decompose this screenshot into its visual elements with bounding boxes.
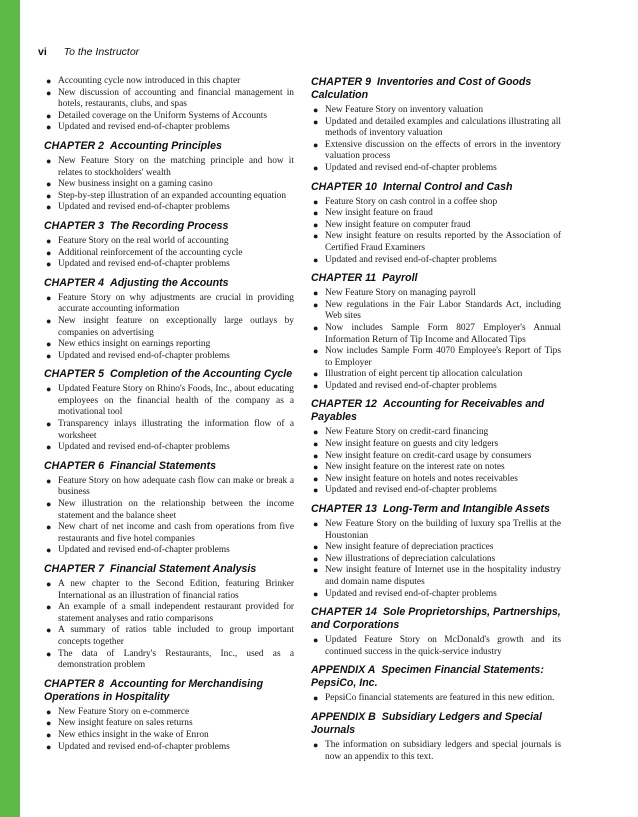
- list-item-text: New insight feature on fraud: [325, 208, 433, 219]
- running-head: To the Instructor: [63, 46, 140, 58]
- bullet-icon: ●: [313, 439, 319, 450]
- list-item: [44, 191, 294, 203]
- bullet-icon: ●: [313, 565, 319, 576]
- list-item: [311, 474, 561, 486]
- bullet-list: [44, 293, 294, 363]
- list-item: [44, 499, 294, 522]
- chapter-number: APPENDIX B: [311, 710, 376, 723]
- bullet-icon: ●: [46, 384, 52, 395]
- list-item: [311, 346, 561, 369]
- chapter-title: Accounting for Merchandising: [110, 677, 264, 690]
- list-item: [311, 323, 561, 346]
- bullet-icon: ●: [313, 473, 319, 484]
- bullet-list: [44, 156, 294, 214]
- list-item: [44, 522, 294, 545]
- list-item-text: Updated and revised end-of-chapter problems: [325, 380, 497, 391]
- chapter-heading: [44, 277, 294, 290]
- bullet-list: [44, 76, 294, 134]
- list-item-text: Step-by-step illustration of an expanded accounting equation: [58, 190, 287, 201]
- list-item: [44, 707, 294, 719]
- list-item: [311, 485, 561, 497]
- list-item: [44, 351, 294, 363]
- list-item-text: Updated and revised end-of-chapter problems: [325, 588, 497, 599]
- list-item: [44, 202, 294, 214]
- bullet-icon: ●: [313, 542, 319, 553]
- list-item-text: Feature Story on how adequate cash flow can make or break a business: [58, 475, 294, 498]
- list-item: [44, 156, 294, 179]
- list-item-text: New ethics insight on earnings reporting: [58, 339, 211, 350]
- list-item: [311, 208, 561, 220]
- chapter-number: CHAPTER 9: [311, 76, 372, 88]
- chapter-subtitle: PepsiCo, Inc.: [311, 677, 378, 690]
- chapter-subtitle: Calculation: [311, 89, 369, 101]
- chapter-title: Internal Control and Cash: [382, 180, 513, 193]
- bullet-list: [311, 740, 561, 763]
- list-item: [311, 462, 561, 474]
- list-item: [44, 88, 294, 111]
- bullet-icon: ●: [46, 741, 52, 752]
- bullet-icon: ●: [46, 110, 52, 121]
- list-item-text: New insight feature of Internet use in the hospitality industry and domain name disputes: [325, 565, 561, 587]
- chapter-number: APPENDIX A: [311, 664, 376, 677]
- chapter-heading: [311, 503, 561, 516]
- list-item: [44, 442, 294, 454]
- bullet-list: [44, 384, 294, 454]
- list-item: [44, 122, 294, 134]
- chapter-section: [311, 606, 561, 658]
- bullet-list: [44, 707, 294, 753]
- bullet-icon: ●: [46, 579, 52, 589]
- list-item-text: Updated and revised end-of-chapter problems: [58, 122, 230, 133]
- chapter-number: CHAPTER 7: [44, 563, 105, 575]
- list-item: [311, 554, 561, 566]
- chapter-heading: [311, 664, 561, 690]
- bullet-icon: ●: [46, 190, 52, 201]
- list-item-text: New insight feature on sales returns: [58, 718, 193, 729]
- list-item-text: New insight feature on the interest rate on notes: [325, 462, 505, 473]
- list-item-text: Updated and revised end-of-chapter problems: [325, 162, 497, 173]
- list-item: [44, 339, 294, 351]
- chapter-number: CHAPTER 2: [44, 139, 105, 152]
- chapter-heading: [311, 606, 561, 632]
- list-item: [44, 625, 294, 648]
- list-item: [311, 369, 561, 381]
- chapter-section: [311, 711, 561, 763]
- list-item-text: Updated and revised end-of-chapter problems: [58, 259, 230, 270]
- list-item-text: New insight feature on exceptionally large outlays by companies on advertising: [58, 315, 294, 338]
- list-item-text: Updated Feature Story on Rhino's Foods, Inc., about educating employees on the financial health of the company as a motivational tool: [58, 384, 294, 418]
- bullet-icon: ●: [313, 635, 319, 646]
- bullet-list: [311, 197, 561, 267]
- bullet-icon: ●: [313, 139, 319, 150]
- list-item: [44, 545, 294, 557]
- list-item: [44, 579, 294, 602]
- chapter-title: Subsidiary Ledgers and Special: [381, 710, 542, 723]
- bullet-list: [311, 693, 561, 705]
- list-item-text: Updated and revised end-of-chapter problems: [58, 442, 230, 453]
- list-item: [311, 255, 561, 267]
- list-item-text: Updated and revised end-of-chapter problems: [325, 254, 497, 265]
- list-item-text: The information on subsidiary ledgers and special journals is now an appendix to this text.: [325, 739, 561, 762]
- list-item: [311, 693, 561, 705]
- chapter-number: CHAPTER 6: [44, 459, 105, 472]
- list-item: [311, 105, 561, 117]
- list-item-text: Updated and revised end-of-chapter problems: [58, 350, 230, 361]
- list-item: [44, 718, 294, 730]
- bullet-icon: ●: [46, 202, 52, 213]
- page-number: vi: [38, 46, 47, 58]
- list-item: [44, 259, 294, 271]
- chapter-title: Accounting for Receivables and: [382, 398, 545, 411]
- chapter-title: The Recording Process: [110, 219, 229, 232]
- bullet-list: [311, 519, 561, 600]
- chapter-section: [44, 678, 294, 753]
- list-item: [311, 635, 561, 658]
- bullet-icon: ●: [313, 299, 319, 310]
- bullet-icon: ●: [313, 369, 319, 380]
- chapter-title: Payroll: [382, 272, 418, 285]
- list-item: [311, 542, 561, 554]
- chapter-number: CHAPTER 14: [311, 606, 377, 619]
- list-item-text: Extensive discussion on the effects of errors in the inventory valuation process: [325, 139, 561, 162]
- list-item: [311, 519, 561, 542]
- bullet-icon: ●: [46, 499, 52, 510]
- list-item: [311, 197, 561, 209]
- list-item-text: A new chapter to the Second Edition, featuring Brinker International as an illustration of financial ratios: [58, 579, 294, 601]
- chapter-heading: [311, 76, 561, 102]
- chapter-section: [311, 398, 561, 497]
- bullet-icon: ●: [313, 105, 319, 115]
- list-item-text: An example of a small independent restaurant provided for statement analyses and ratio comparisons: [58, 602, 294, 624]
- bullet-icon: ●: [313, 739, 319, 750]
- chapter-number: CHAPTER 12: [311, 398, 377, 411]
- bullet-icon: ●: [313, 588, 319, 599]
- bullet-icon: ●: [313, 427, 319, 438]
- list-item-text: New chart of net income and cash from operations from five restaurants and five hotel companies: [58, 522, 294, 544]
- list-item-text: Updated and revised end-of-chapter problems: [325, 485, 497, 496]
- list-item-text: New discussion of accounting and financial management in hotels, restaurants, clubs, and spas: [58, 87, 294, 110]
- chapter-section: [311, 272, 561, 392]
- bullet-icon: ●: [313, 219, 319, 230]
- list-item: [311, 439, 561, 451]
- bullet-icon: ●: [313, 553, 319, 564]
- list-item-text: New insight feature on credit-card usage by consumers: [325, 450, 532, 461]
- chapter-section: [311, 503, 561, 600]
- bullet-icon: ●: [313, 162, 319, 173]
- bullet-icon: ●: [46, 729, 52, 740]
- bullet-icon: ●: [46, 625, 52, 636]
- list-item-text: Feature Story on why adjustments are crucial in providing accurate accounting information: [58, 292, 294, 315]
- list-item: [44, 236, 294, 248]
- list-item: [44, 111, 294, 123]
- list-item: [311, 565, 561, 588]
- bullet-list: [311, 635, 561, 658]
- bullet-list: [44, 579, 294, 672]
- bullet-icon: ●: [46, 339, 52, 350]
- chapter-subtitle: Operations in Hospitality: [44, 690, 170, 703]
- chapter-heading: [44, 563, 294, 576]
- list-item: [44, 602, 294, 625]
- chapter-number: CHAPTER 10: [311, 180, 377, 193]
- list-item-text: Now includes Sample Form 4070 Employee's Report of Tips to Employer: [325, 346, 561, 368]
- list-item: [311, 231, 561, 254]
- list-item: [311, 740, 561, 763]
- chapter-section: [44, 460, 294, 557]
- list-item: [311, 427, 561, 439]
- bullet-icon: ●: [313, 116, 319, 127]
- list-item-text: New insight feature of depreciation practices: [325, 542, 494, 553]
- bullet-icon: ●: [46, 522, 52, 533]
- bullet-icon: ●: [313, 254, 319, 265]
- list-item: [311, 140, 561, 163]
- bullet-icon: ●: [46, 706, 52, 717]
- list-item-text: New illustration on the relationship between the income statement and the balance sheet: [58, 499, 294, 521]
- bullet-list: [44, 476, 294, 557]
- green-margin-stripe: [0, 0, 20, 817]
- bullet-icon: ●: [46, 76, 52, 86]
- bullet-icon: ●: [313, 380, 319, 391]
- list-item-text: Updated Feature Story on McDonald's growth and its continued success in the quick-service industry: [325, 635, 561, 657]
- chapter-section: [311, 76, 561, 175]
- chapter-section: [44, 368, 294, 454]
- list-item-text: A summary of ratios table included to group important concepts together: [58, 625, 294, 647]
- list-item: [44, 76, 294, 88]
- bullet-icon: ●: [313, 519, 319, 530]
- bullet-list: [311, 105, 561, 175]
- bullet-icon: ●: [46, 235, 52, 246]
- page-header: [38, 46, 139, 58]
- chapter-heading: [311, 272, 561, 285]
- list-item: [311, 589, 561, 601]
- chapter-heading: [311, 181, 561, 194]
- bullet-icon: ●: [313, 231, 319, 242]
- bullet-list: [311, 427, 561, 497]
- list-item-text: PepsiCo financial statements are featured in this new edition.: [325, 693, 555, 704]
- list-item-text: New Feature Story on the building of luxury spa Trellis at the Houstonian: [325, 519, 561, 541]
- bullet-icon: ●: [46, 350, 52, 361]
- chapter-number: CHAPTER 11: [311, 272, 377, 285]
- list-item-text: Transparency inlays illustrating the information flow of a worksheet: [58, 419, 294, 441]
- bullet-icon: ●: [46, 315, 52, 326]
- chapter-section: [44, 220, 294, 271]
- chapter-heading: [44, 460, 294, 473]
- list-item: [311, 288, 561, 300]
- chapter-subtitle: Journals: [311, 723, 356, 736]
- bullet-icon: ●: [313, 693, 319, 704]
- list-item: [311, 117, 561, 140]
- list-item-text: Detailed coverage on the Uniform Systems of Accounts: [58, 110, 268, 121]
- chapter-heading: [311, 711, 561, 737]
- list-item-text: Illustration of eight percent tip allocation calculation: [325, 369, 523, 380]
- list-item: [44, 384, 294, 419]
- chapter-title: Accounting Principles: [110, 139, 222, 152]
- bullet-icon: ●: [46, 718, 52, 729]
- bullet-icon: ●: [46, 259, 52, 270]
- bullet-icon: ●: [46, 545, 52, 556]
- bullet-icon: ●: [46, 648, 52, 659]
- list-item-text: Accounting cycle now introduced in this chapter: [58, 76, 241, 86]
- left-column: [44, 76, 294, 759]
- chapter-title: Financial Statement Analysis: [110, 563, 257, 575]
- chapter-section: [311, 181, 561, 267]
- list-item-text: Feature Story on the real world of accounting: [58, 235, 229, 246]
- bullet-list: [311, 288, 561, 392]
- list-item: [311, 381, 561, 393]
- chapter-heading: [44, 140, 294, 153]
- list-item-text: New regulations in the Fair Labor Standards Act, including Web sites: [325, 299, 561, 322]
- bullet-icon: ●: [46, 247, 52, 258]
- list-item-text: New business insight on a gaming casino: [58, 179, 213, 190]
- list-item-text: New Feature Story on managing payroll: [325, 288, 476, 299]
- list-item: [44, 248, 294, 260]
- list-item-text: Updated and revised end-of-chapter problems: [58, 545, 230, 556]
- list-item: [44, 730, 294, 742]
- bullet-icon: ●: [46, 602, 52, 613]
- chapter-heading: [44, 678, 294, 704]
- list-item-text: Updated and revised end-of-chapter problems: [58, 741, 230, 752]
- bullet-icon: ●: [313, 450, 319, 461]
- bullet-icon: ●: [313, 208, 319, 219]
- bullet-icon: ●: [313, 196, 319, 207]
- list-item-text: Feature Story on cash control in a coffee shop: [325, 196, 498, 207]
- list-item-text: The data of Landry's Restaurants, Inc., used as a demonstration problem: [58, 648, 294, 671]
- list-item-text: New insight feature on computer fraud: [325, 219, 471, 230]
- list-item-text: New Feature Story on the matching principle and how it relates to stockholders' wealth: [58, 155, 294, 178]
- bullet-icon: ●: [46, 475, 52, 486]
- chapter-subtitle: Payables: [311, 411, 357, 424]
- bullet-icon: ●: [46, 292, 52, 303]
- list-item: [44, 179, 294, 191]
- bullet-icon: ●: [46, 122, 52, 133]
- list-item-text: New insight feature on hotels and notes receivables: [325, 473, 518, 484]
- chapter-number: CHAPTER 8: [44, 677, 105, 690]
- bullet-icon: ●: [46, 442, 52, 453]
- chapter-heading: [44, 220, 294, 233]
- bullet-icon: ●: [46, 179, 52, 190]
- chapter-section: [44, 76, 294, 134]
- list-item: [44, 293, 294, 316]
- right-column: [311, 76, 561, 769]
- chapter-title: Inventories and Cost of Goods: [377, 76, 532, 88]
- chapter-number: CHAPTER 5: [44, 368, 105, 381]
- chapter-section: [44, 277, 294, 363]
- chapter-title: Specimen Financial Statements:: [381, 664, 544, 677]
- list-item-text: New insight feature on guests and city ledgers: [325, 439, 499, 450]
- chapter-number: CHAPTER 3: [44, 219, 105, 232]
- list-item-text: Updated and detailed examples and calculations illustrating all methods of inventory valuation: [325, 116, 561, 139]
- list-item: [44, 742, 294, 754]
- chapter-title: Long-Term and Intangible Assets: [382, 503, 550, 516]
- list-item: [311, 163, 561, 175]
- list-item-text: New Feature Story on credit-card financing: [325, 427, 489, 438]
- bullet-list: [44, 236, 294, 271]
- list-item-text: New Feature Story on inventory valuation: [325, 105, 484, 115]
- chapter-title: Completion of the Accounting Cycle: [110, 368, 293, 381]
- list-item-text: Now includes Sample Form 8027 Employer's Annual Information Return of Tip Income and Allocated Tips: [325, 322, 561, 345]
- chapter-title: Sole Proprietorships, Partnerships,: [382, 606, 561, 619]
- list-item: [44, 476, 294, 499]
- chapter-heading: [44, 368, 294, 381]
- bullet-icon: ●: [46, 419, 52, 430]
- list-item: [311, 300, 561, 323]
- bullet-icon: ●: [313, 322, 319, 333]
- chapter-heading: [311, 398, 561, 424]
- chapter-title: Adjusting the Accounts: [110, 276, 229, 289]
- bullet-icon: ●: [313, 462, 319, 473]
- chapter-section: [44, 563, 294, 672]
- list-item-text: New Feature Story on e-commerce: [58, 706, 190, 717]
- chapter-section: [44, 140, 294, 214]
- list-item: [311, 451, 561, 463]
- bullet-icon: ●: [313, 288, 319, 299]
- list-item: [44, 419, 294, 442]
- chapter-title: Financial Statements: [110, 459, 217, 472]
- list-item-text: New insight feature on results reported by the Association of Certified Fraud Examiners: [325, 231, 561, 253]
- list-item: [44, 316, 294, 339]
- list-item-text: Additional reinforcement of the accounting cycle: [58, 247, 243, 258]
- list-item-text: New ethics insight in the wake of Enron: [58, 729, 209, 740]
- list-item-text: Updated and revised end-of-chapter problems: [58, 202, 230, 213]
- bullet-icon: ●: [313, 485, 319, 496]
- chapter-number: CHAPTER 13: [311, 503, 377, 516]
- bullet-icon: ●: [46, 155, 52, 166]
- chapter-number: CHAPTER 4: [44, 276, 105, 289]
- bullet-icon: ●: [46, 87, 52, 98]
- chapter-section: [311, 664, 561, 705]
- list-item: [311, 220, 561, 232]
- list-item: [44, 649, 294, 672]
- chapter-subtitle: and Corporations: [311, 619, 400, 632]
- bullet-icon: ●: [313, 346, 319, 357]
- list-item-text: New illustrations of depreciation calculations: [325, 553, 496, 564]
